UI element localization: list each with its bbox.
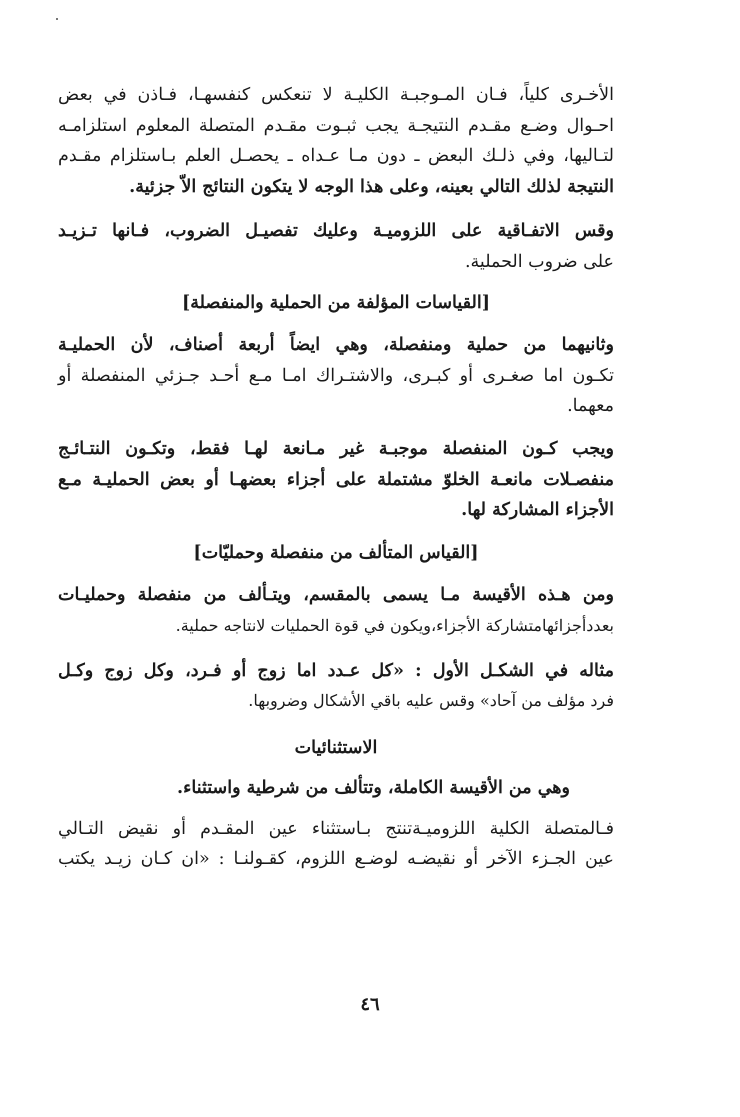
paragraph-4 — [58, 434, 614, 526]
text-line: النتيجة لذلك التالي بعينه، وعلى هذا الوجه لا يتكون النتائج الاّ جزئية. — [129, 176, 614, 197]
paragraph-2 — [58, 216, 614, 277]
paragraph-1 — [58, 80, 614, 202]
text-line: الأجزاء المشاركة لها. — [461, 500, 614, 521]
text-line: ويجب كـون المنفصلة موجبـة غير مـانعة لهـا فقط، وتكـون النتـائـج — [58, 438, 614, 459]
text-line: لتـاليها، وفي ذلـك البعض ـ دون مـا عـداه ـ يحصـل العلم بـاستلزام مقـدم — [58, 146, 614, 167]
text-line: الأخـرى كلياً، فـان المـوجبـة الكليـة لا تنعكس كنفسهـا، فـاذن في بعض — [58, 85, 614, 105]
section-heading: الاستثنائيات — [294, 737, 378, 758]
section-heading: [القياسات المؤلفة من الحملية والمنفصلة] — [182, 292, 490, 313]
text-line: وثانيهما من حملية ومنفصلة، وهي ايضاً أربعة أصناف، لأن الحمليـة — [58, 335, 614, 356]
text-line: احـوال وضـع مقـدم النتيجـة يجب ثبـوت مقـدم المتصلة المعلوم استلزامـه — [58, 115, 614, 136]
paragraph-5 — [58, 580, 614, 641]
text-line: فـالمتصلة الكلية اللزوميـةتنتج بـاستثناء عين المقـدم أو نقيض التـالي — [58, 818, 614, 839]
text-line: بعددأجزائهامتشاركة الأجزاء،ويكون في قوة الحمليات لانتاجه حملية. — [175, 615, 614, 635]
paragraph-6 — [58, 656, 614, 717]
text-line: وهي من الأقيسة الكاملة، وتتألف من شرطية واستثناء. — [177, 778, 570, 799]
text-line: معهما. — [567, 396, 614, 417]
text-line: على ضروب الحملية. — [464, 251, 614, 272]
text-line: منفصـلات مانعـة الخلوّ مشتملة على أجزاء بعضهـا أو بعض الحمليـة مـع — [58, 469, 614, 490]
page-body — [58, 80, 614, 875]
text-line: وقس الاتفـاقية على اللزوميـة وعليك تفصيـل الضروب، فـانها تـزيـد — [58, 221, 614, 242]
paragraph-8 — [58, 814, 614, 875]
text-line: مثاله في الشكـل الأول : «كل عـدد اما زوج أو فـرد، وكل زوج وكـل — [58, 660, 614, 681]
paragraph-7 — [58, 773, 614, 804]
text-line: فرد مؤلف من آحاد» وقس عليه باقي الأشكال وضروبها. — [248, 691, 614, 711]
text-line: عين الجـزء الآخر أو نقيضـه لوضـع اللزوم، كقـولنـا : «ان كـان زيـد يكتب — [58, 849, 614, 870]
paragraph-3 — [58, 330, 614, 422]
text-line: ومن هـذه الأقيسة مـا يسمى بالمقسم، ويتـألف من منفصلة وحمليـات — [58, 585, 614, 606]
corner-speck — [56, 18, 58, 20]
page-number: ٤٦ — [360, 994, 380, 1015]
section-heading: [القياس المتألف من منفصلة وحمليّات] — [193, 542, 479, 563]
text-line: تكـون اما صغـرى أو كبـرى، والاشتـراك امـا مـع أحـد جـزئي المنفصلة أو — [58, 365, 614, 386]
